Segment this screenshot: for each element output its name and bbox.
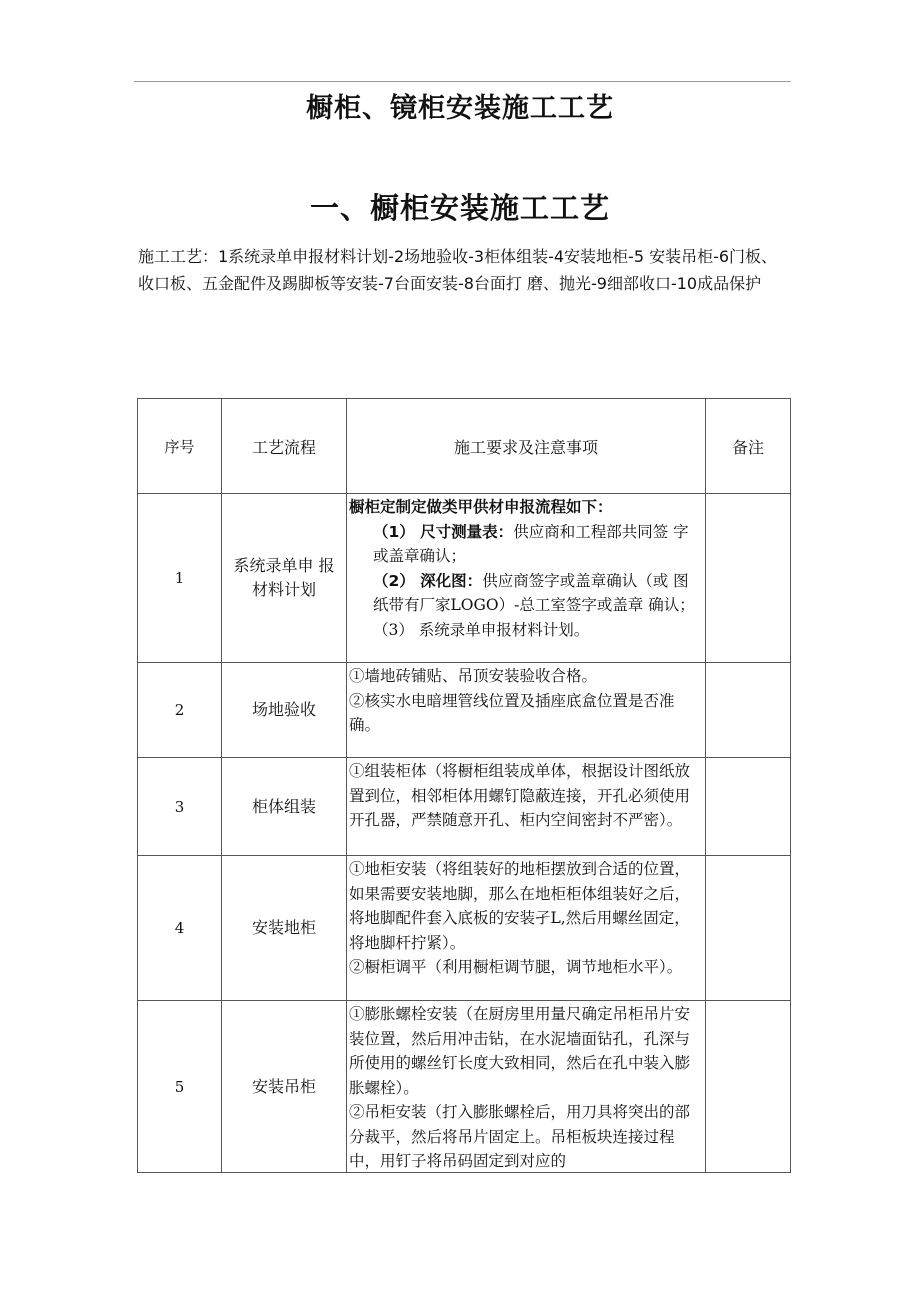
row-requirements xyxy=(347,758,706,856)
row-process xyxy=(222,856,347,1001)
table-row xyxy=(138,758,791,856)
row-notes xyxy=(706,494,791,663)
req-line: ②橱柜调平（利用橱柜调节腿，调节地柜水平）。 xyxy=(349,958,683,976)
req-heading: 橱柜定制定做类甲供材申报流程如下： xyxy=(349,498,613,516)
table-row xyxy=(138,663,791,758)
row-notes xyxy=(706,758,791,856)
row-process-text: 系统录单申 报材料计划 xyxy=(233,556,335,599)
req-line: ①地柜安装（将组装好的地柜摆放到合适的位置，如果需要安装地脚，那么在地柜柜体组装好之后，将地脚配件套入底板的安装孑L,然后用螺丝固定，将地脚杆拧紧）。 xyxy=(349,860,691,952)
req-item-label: （2） 深化图： xyxy=(373,571,483,590)
row-process-text: 柜体组装 xyxy=(251,796,316,816)
header-process: 工艺流程 xyxy=(222,399,347,494)
row-num: 2 xyxy=(138,663,222,758)
table-row xyxy=(138,856,791,1001)
req-item-text: （3） 系统录单申报材料计划。 xyxy=(373,620,590,639)
row-requirements xyxy=(347,494,706,663)
table-header-row xyxy=(138,399,791,494)
row-num: 4 xyxy=(138,856,222,1001)
req-line: ②吊柜安装（打入膨胀螺栓后，用刀具将突出的部分裁平，然后将吊片固定上。吊柜板块连接过程中，用钉子将吊码固定到对应的 xyxy=(349,1103,691,1170)
row-process xyxy=(222,758,347,856)
req-line: ①墙地砖铺贴、吊顶安装验收合格。 xyxy=(349,667,598,685)
table-row xyxy=(138,494,791,663)
intro-paragraph: 施工工艺：1系统录单申报材料计划-2场地验收-3柜体组装-4安装地柜-5 安装吊柜-6门板、收口板、五金配件及踢脚板等安装-7台面安装-8台面打 磨、抛光-9细部收口-10成品保护 xyxy=(138,247,778,293)
req-item xyxy=(349,618,703,643)
row-notes xyxy=(706,1001,791,1173)
row-num: 5 xyxy=(138,1001,222,1173)
req-line: ①组装柜体（将橱柜组装成单体，根据设计图纸放置到位，相邻柜体用螺钉隐蔽连接，开孔必须使用开孔器，严禁随意开孔、柜内空间密封不严密）。 xyxy=(349,762,691,829)
header-num: 序号 xyxy=(138,399,222,494)
row-process xyxy=(222,663,347,758)
row-process-text: 场地验收 xyxy=(251,700,316,719)
row-process xyxy=(222,1001,347,1173)
row-requirements xyxy=(347,856,706,1001)
row-process xyxy=(222,494,347,663)
header-rule xyxy=(134,81,791,82)
row-notes xyxy=(706,663,791,758)
row-notes xyxy=(706,856,791,1001)
row-requirements xyxy=(347,1001,706,1173)
row-num: 3 xyxy=(138,758,222,856)
req-item xyxy=(349,520,703,569)
row-process-text: 安装吊柜 xyxy=(251,1076,316,1096)
req-item-text: 供应商签字或盖章确认（或 图纸带有厂家LOGO）-总工室签字或盖章 确认； xyxy=(373,571,695,614)
row-process-text: 安装地柜 xyxy=(251,918,316,937)
req-line: ①膨胀螺栓安装（在厨房里用量尺确定吊柜吊片安装位置，然后用冲击钻，在水泥墙面钻孔，孔深与所使用的螺丝钉长度大致相同，然后在孔中装入膨胀螺栓）。 xyxy=(349,1005,691,1097)
process-table xyxy=(137,398,791,1173)
document-title: 橱柜、镜柜安装施工工艺 xyxy=(306,93,614,124)
row-requirements xyxy=(347,663,706,758)
req-item-text: 供应商和工程部共同签 字或盖章确认； xyxy=(373,522,689,565)
section-heading: 一、橱柜安装施工工艺 xyxy=(309,191,610,225)
table-row xyxy=(138,1001,791,1173)
req-item-label: （1） 尺寸测量表： xyxy=(373,522,514,541)
header-notes: 备注 xyxy=(706,399,791,494)
header-requirements: 施工要求及注意事项 xyxy=(347,399,706,494)
row-num: 1 xyxy=(138,494,222,663)
req-item xyxy=(349,569,703,618)
req-line: ②核实水电暗埋管线位置及插座底盒位置是否准确。 xyxy=(349,691,675,734)
